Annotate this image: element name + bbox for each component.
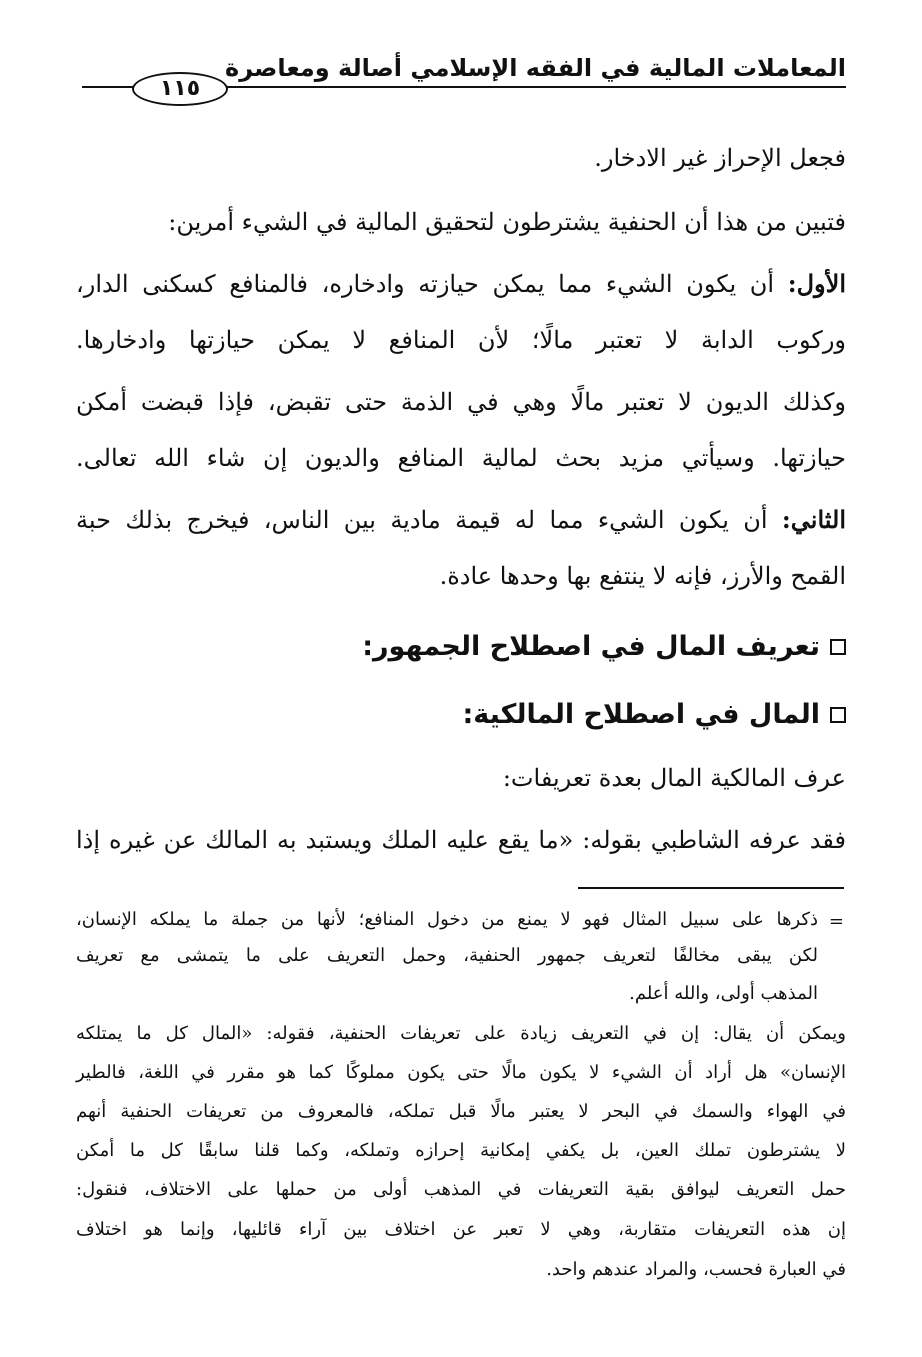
body-line: فتبين من هذا أن الحنفية يشترطون لتحقيق المالية في الشيء أمرين:: [168, 208, 846, 236]
body-line: حيازتها. وسيأتي مزيد بحث لمالية المنافع والديون إن شاء الله تعالى.: [76, 444, 846, 472]
footnote-line: لا يشترطون تملك العين، بل يكفي إمكانية إحرازه وتملكه، وكما قلنا سابقًا كل ما أمكن: [76, 1140, 846, 1161]
footnote-line: إن هذه التعريفات متقاربة، وهي لا تعبر عن اختلاف بين آراء قائليها، وإنما هو اختلاف: [76, 1219, 846, 1240]
section-heading-jumhur: تعريف المال في اصطلاح الجمهور:: [362, 628, 846, 666]
footnote-line: ذكرها على سبيل المثال فهو لا يمنع من دخول المنافع؛ لأنها من جملة ما يملكه الإنسان،: [76, 909, 818, 930]
footnote-continuation-marker: =: [828, 911, 844, 932]
lead-word-first: الأول:: [787, 269, 846, 298]
running-title: المعاملات المالية في الفقه الإسلامي أصالة ومعاصرة: [225, 54, 846, 82]
footnote-line: المذهب أولى، والله أعلم.: [629, 983, 818, 1004]
page-number: ١١٥: [132, 72, 228, 106]
body-line: الثاني: أن يكون الشيء مما له قيمة مادية بين الناس، فيخرج بذلك حبة: [76, 505, 846, 534]
footnote-line: ويمكن أن يقال: إن في التعريف زيادة على تعريفات الحنفية، فقوله: «المال كل ما يمتلكه: [76, 1023, 846, 1044]
body-line: وكذلك الديون لا تعتبر مالًا وهي في الذمة حتى تقبض، فإذا قبضت أمكن: [76, 388, 846, 416]
footnote-line: في الهواء والسمك في البحر لا يعتبر مالًا قبل تملكه، فالمعروف من تعريفات الحنفية أنهم: [76, 1101, 847, 1122]
body-line: الأول: أن يكون الشيء مما يمكن حيازته وادخاره، فالمنافع كسكنى الدار،: [76, 269, 846, 298]
section-heading-malikiyya: المال في اصطلاح المالكية:: [462, 696, 846, 734]
footnote-line: الإنسان» هل أراد أن الشيء لا يكون مالًا حتى يكون مملوكًا كما هو مقرر في اللغة، فالطير: [76, 1062, 846, 1083]
page-header: [0, 0, 922, 110]
body-line: عرف المالكية المال بعدة تعريفات:: [502, 764, 846, 792]
body-line: وركوب الدابة لا تعتبر مالًا؛ لأن المنافع لا يمكن حيازتها وادخارها.: [76, 326, 846, 354]
footnote-divider: [578, 887, 844, 889]
footnote-line: في العبارة فحسب، والمراد عندهم واحد.: [546, 1259, 846, 1280]
body-line: القمح والأرز، فإنه لا ينتفع بها وحدها عادة.: [439, 562, 846, 590]
square-bullet-icon: [830, 707, 846, 723]
body-line: فجعل الإحراز غير الادخار.: [594, 144, 846, 172]
square-bullet-icon: [830, 639, 846, 655]
lead-word-second: الثاني:: [781, 505, 846, 534]
body-line: فقد عرفه الشاطبي بقوله: «ما يقع عليه الملك ويستبد به المالك عن غيره إذا: [76, 826, 846, 854]
footnote-line: لكن يبقى مخالفًا لتعريف جمهور الحنفية، وحمل التعريف على ما يتمشى مع تعريف: [76, 945, 818, 966]
footnote-line: حمل التعريف ليوافق بقية التعريفات في المذهب أولى من حملها على الاختلاف، فنقول:: [76, 1179, 846, 1200]
